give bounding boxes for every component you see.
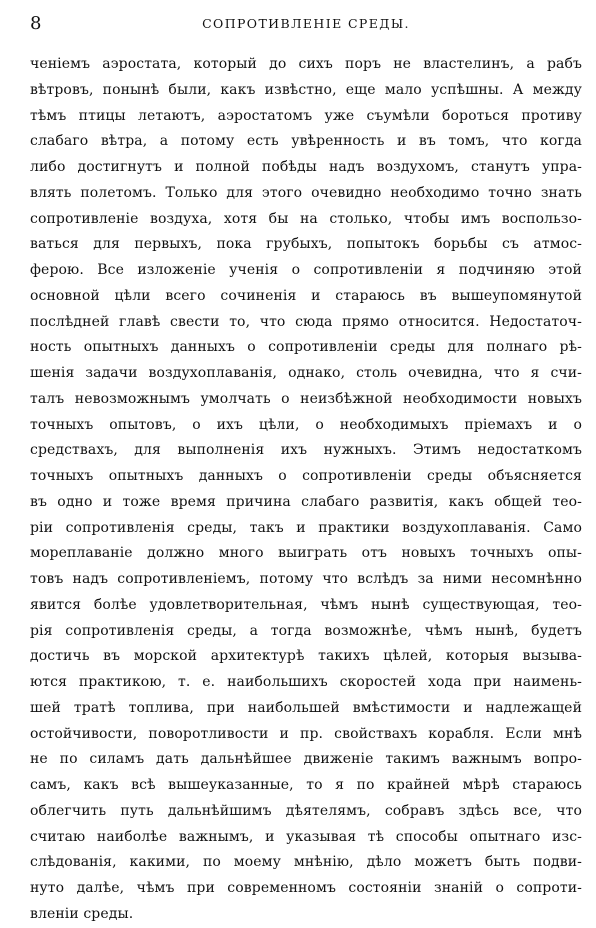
text-line: самъ, какъ всѣ вышеуказанные, то я по крайней мѣрѣ стараюсь: [30, 777, 582, 793]
text-line: ность опытныхъ данныхъ о сопротивленіи среды для полнаго рѣ-: [30, 339, 582, 356]
text-line: ферою. Все изложеніе ученія о сопротивленіи я подчиняю этой: [30, 262, 582, 278]
text-line: нуто далѣе, чѣмъ при современномъ состояніи знаній о сопроти-: [30, 880, 582, 896]
running-head: [30, 14, 582, 34]
text-line: основной цѣли всего сочиненія и стараюсь въ вышеупомянутой: [30, 287, 582, 304]
text-line: шей тратѣ топлива, при наибольшей вмѣстимости и надлежащей: [30, 699, 582, 716]
text-line: мореплаваніе должно много выиграть отъ новыхъ точныхъ опы-: [30, 545, 582, 562]
text-line: остойчивости, поворотливости и пр. свойствахъ корабля. Если мнѣ: [30, 725, 582, 742]
text-line: точныхъ опытовъ, о ихъ цѣли, о необходимыхъ пріемахъ и о: [30, 416, 582, 433]
book-page: [30, 0, 582, 922]
text-line: слабаго вѣтра, а потому есть увѣренность и въ томъ, что когда: [30, 133, 582, 150]
text-line: вѣтровъ, понынѣ были, какъ извѣстно, еще мало успѣшны. А между: [30, 81, 582, 98]
text-line: талъ невозможнымъ умолчать о неизбѣжной необходимости новыхъ: [30, 390, 582, 407]
text-line: товъ надъ сопротивленіемъ, потому что вслѣдъ за ними несомнѣнно: [30, 571, 582, 587]
text-line: ріи сопротивленія среды, такъ и практики воздухоплаванія. Само: [30, 519, 582, 536]
body-text: [30, 52, 582, 928]
text-line: облегчить путь дальнѣйшимъ дѣятелямъ, собравъ здѣсь все, что: [30, 802, 582, 819]
running-title: СОПРОТИВЛЕНІЕ СРЕДЫ.: [202, 16, 410, 31]
text-line: считаю наиболѣе важнымъ, и указывая тѣ способы опытнаго изс-: [30, 828, 582, 845]
text-line: не по силамъ дать дальнѣйшее движеніе такимъ важнымъ вопро-: [30, 751, 582, 768]
text-line: средствахъ, для выполненія ихъ нужныхъ. Этимъ недостаткомъ: [30, 442, 582, 459]
text-line: точныхъ опытныхъ данныхъ о сопротивленіи среды объясняется: [30, 468, 582, 484]
text-line: явится болѣе удовлетворительная, чѣмъ нынѣ существующая, тео-: [30, 596, 582, 613]
text-line: сопротивленіе воздуха, хотя бы на столько, чтобы имъ воспользо-: [30, 210, 582, 227]
text-line: ются практикою, т. е. наибольшихъ скоростей хода при наимень-: [30, 674, 582, 690]
text-line: влять полетомъ. Только для этого очевидно необходимо точно знать: [30, 184, 582, 201]
text-line: ченіемъ аэростата, который до сихъ поръ не властелинъ, а рабъ: [30, 56, 582, 72]
text-line: тѣмъ птицы летаютъ, аэростатомъ уже съумѣли бороться противу: [30, 107, 582, 124]
text-line: шенія задачи воздухоплаванія, однако, столь очевидна, что я счи-: [30, 365, 582, 381]
text-line: либо достигнутъ и полной побѣды надъ воздухомъ, станутъ упра-: [30, 159, 582, 175]
text-line: слѣдованія, какими, по моему мнѣнію, дѣло можетъ быть подви-: [30, 854, 582, 871]
text-line: въ одно и тоже время причина слабаго развитія, какъ общей тео-: [30, 493, 582, 510]
text-line: вленіи среды.: [30, 905, 134, 922]
text-line: ваться для первыхъ, пока грубыхъ, попытокъ борьбы съ атмос-: [30, 236, 582, 253]
page-number: 8: [30, 13, 42, 34]
text-line: достичь въ морской архитектурѣ такихъ цѣлей, которыя вызыва-: [30, 648, 582, 665]
text-line: рія сопротивленія среды, а тогда возможнѣе, чѣмъ нынѣ, будетъ: [30, 622, 582, 639]
text-line: послѣдней главѣ свести то, что сюда прямо относится. Недостаточ-: [30, 313, 582, 330]
